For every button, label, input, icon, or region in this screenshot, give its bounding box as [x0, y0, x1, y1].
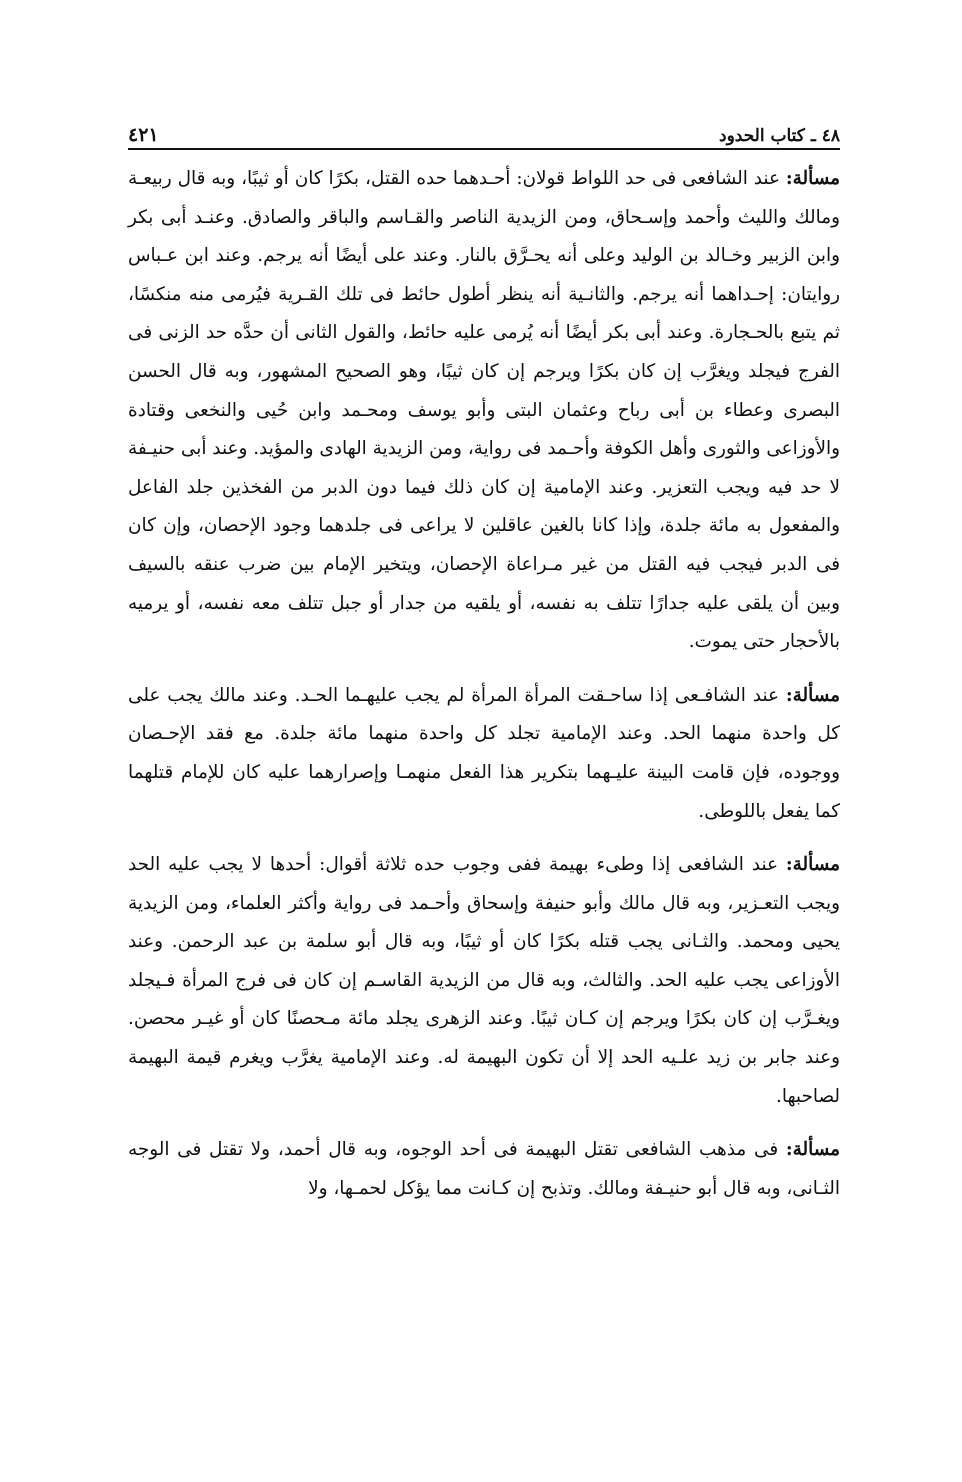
paragraph-text: عند الشافـعى إذا ساحـقت المرأة المرأة لم يجب عليهـما الحـد. وعند مالك يجب على كل واحدة منهما الحد. وعند الإمامية تجلد كل واحدة منهما مائة جلدة. مع فقد الإحـصان ووجوده، فإن قامت البينة عليـهما بتكرير هذا الفعل منهمـا وإصرارهما عليه كان للإمام قتلهما كما يفعل باللوطى.	[128, 684, 840, 822]
paragraph-label: مسألة:	[785, 684, 840, 706]
paragraph-text: عند الشافعى إذا وطىء بهيمة ففى وجوب حده ثلاثة أقوال: أحدها لا يجب عليه الحد ويجب التعـزير، وبه قال مالك وأبو حنيفة وإسحاق وأحـمد فى رواية وأكثر العلماء، ومن الزيدية يحيى ومحمد. والثـانى يجب قتله بكرًا كان أو ثيبًا، وبه قال أبو سلمة بن عبد الرحمن. وعند الأوزاعى يجب عليه الحد. والثالث، وبه قال من الزيدية القاسـم إن كان فى فرج المرأة فـيجلد ويغـرَّب إن كان بكرًا ويرجم إن كـان ثيبًا. وعند الزهرى يجلد مائة مـحصنًا كان أو غيـر محصن. وعند جابر بن زيد علـيه الحد إلا أن تكون البهيمة له. وعند الإمامية يغرَّب ويغرم قيمة البهيمة لصاحبها.	[128, 854, 840, 1107]
paragraph-label: مسألة:	[785, 1139, 840, 1161]
chapter-title: ٤٨ ـ كتاب الحدود	[719, 126, 840, 146]
paragraph-1	[128, 160, 840, 662]
paragraph-label: مسألة:	[785, 854, 840, 876]
paragraph-4	[128, 1131, 840, 1208]
page-body	[128, 160, 840, 1208]
book-page	[128, 112, 840, 1362]
paragraph-label: مسألة:	[785, 168, 840, 189]
paragraph-text: فى مذهب الشافعى تقتل البهيمة فى أحد الوجوه، وبه قال أحمد، ولا تقتل فى الوجه الثـانى، وبه قال أبو حنيـفة ومالك. وتذبح إن كـانت مما يؤكل لحمـها، ولا	[128, 1139, 840, 1199]
page-number: ٤٢١	[128, 124, 159, 146]
paragraph-2	[128, 677, 840, 831]
paragraph-text: عند الشافعى فى حد اللواط قولان: أحـدهما حده القتل، بكرًا كان أو ثيبًا، وبه قال ربيعـة ومالك والليث وأحمد وإسـحاق، ومن الزيدية الناصر والقـاسم والباقر والصادق. وعنـد أبى بكر وابن الزبير وخـالد بن الوليد وعلى أنه يحـرَّق بالنار. وعند على أيضًا أنه يرجم. وعند ابن عـباس روايتان: إحـداهما أنه يرجم. والثانـية أنه ينظر أطول حائط فى تلك القـرية فيُرمى منه منكسًا، ثم يتبع بالحـجارة. وعند أبى بكر أيضًا أنه يُرمى عليه حائط، والقول الثانى أن حدَّه حد الزنى فى الفرج فيجلد ويغرَّب إن كان بكرًا ويرجم إن كان ثيبًا، وهو الصحيح المشهور، وبه قال الحسن البصرى وعطاء بن أبى رباح وعثمان البتى وأبو يوسف ومحـمد وابن حُيى والنخعى وقتادة والأوزاعى والثورى وأهل الكوفة وأحـمد فى رواية، ومن الزيدية الهادى والمؤيد. وعند أبى حنيـفة لا حد فيه ويجب التعزير. وعند الإمامية إن كان ذلك فيما دون الدبر من الفخذين جلد الفاعل والمفعول به مائة جلدة، وإذا كانا بالغين عاقلين لا يراعى فى جلدهما وجود الإحصان، وإن كان فى الدبر فيجب فيه القتل من غير مـراعاة الإحصان، ويتخير الإمام بين ضرب عنقه بالسيف وبين أن يلقى عليه جدارًا تتلف به نفسه، أو يلقيه من جدار أو جبل تتلف معه نفسه، أو يرميه بالأحجار حتى يموت.	[128, 168, 840, 653]
paragraph-3	[128, 846, 840, 1116]
page-header	[128, 112, 840, 150]
